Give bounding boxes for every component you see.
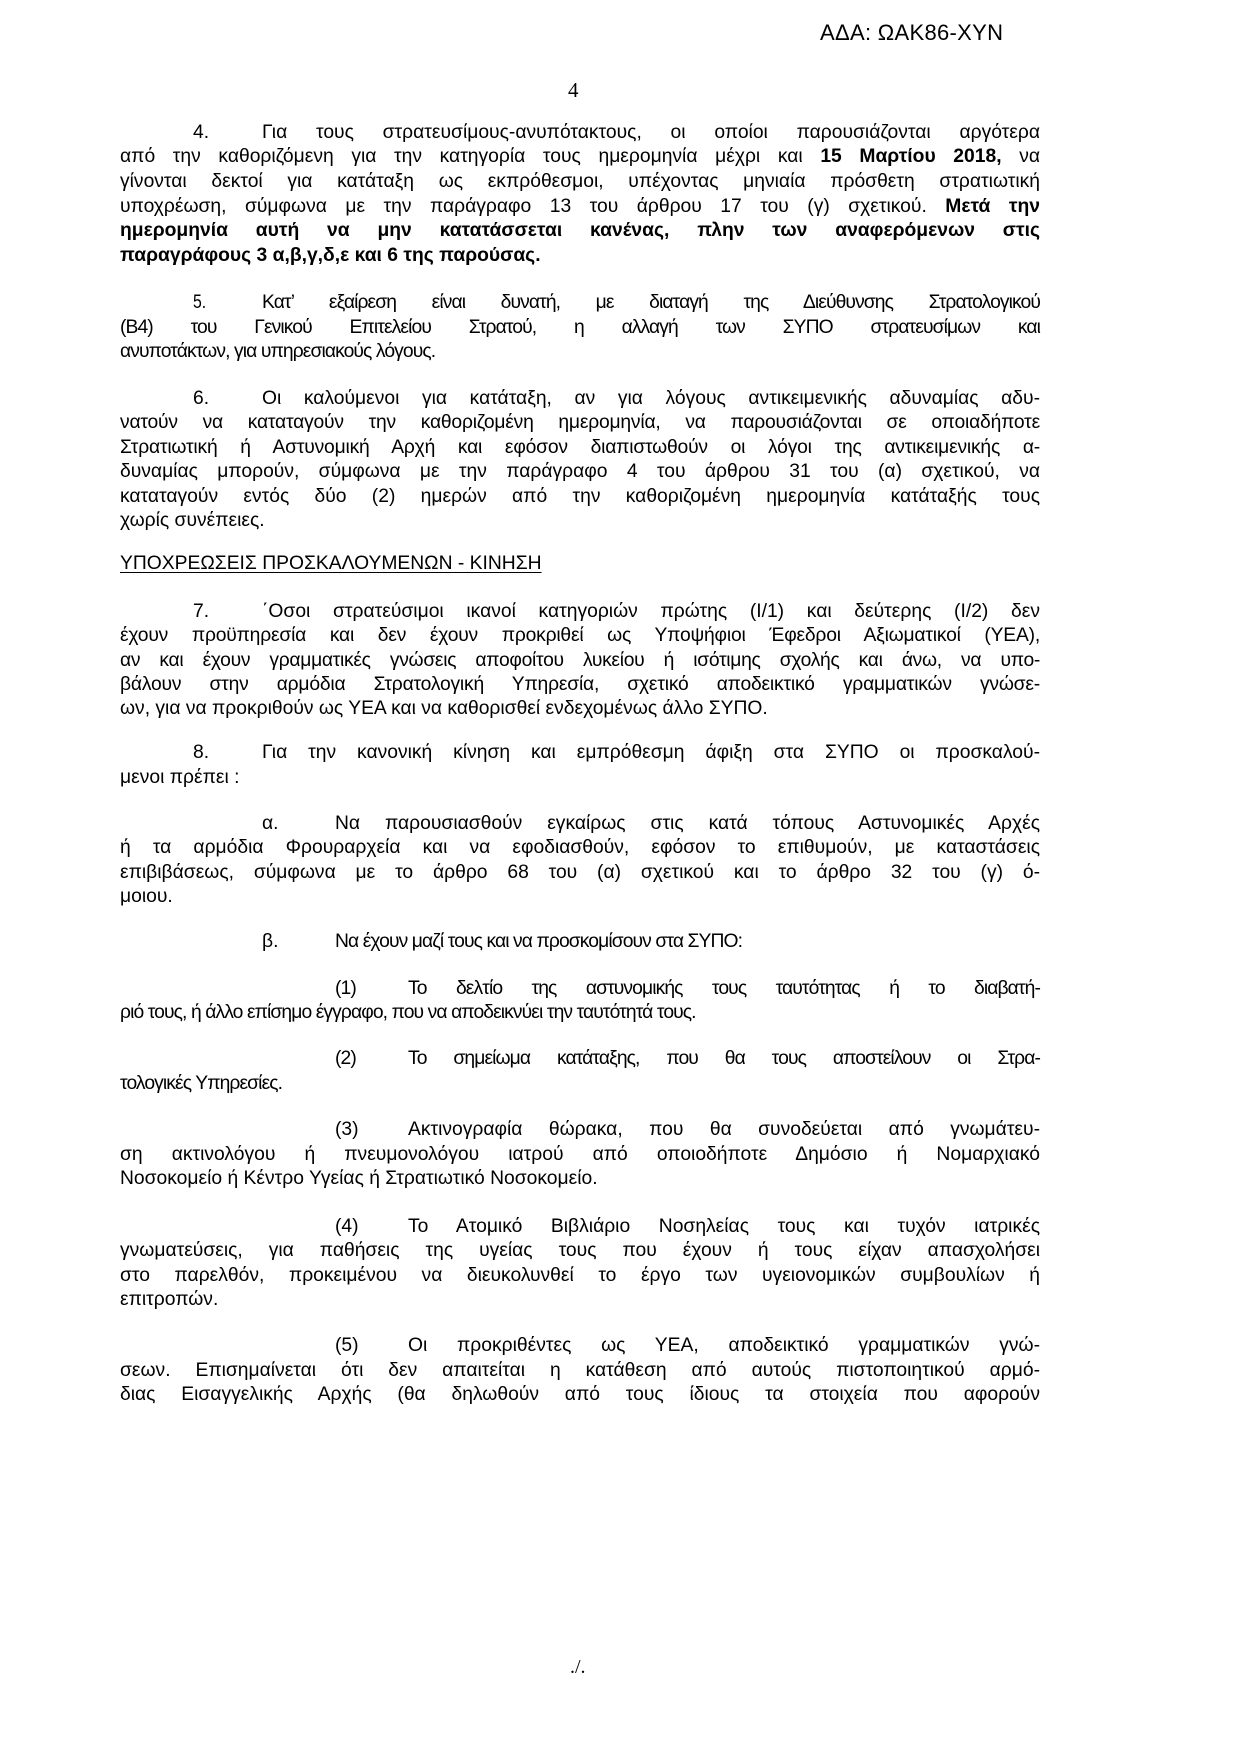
item-number: (4) [335, 1216, 359, 1237]
text-line: Ακτινογραφία θώρακα, που θα συνοδεύεται από γνωμάτευ- [408, 1119, 1040, 1140]
text-line: Στρατιωτική ή Αστυνομική Αρχή και εφόσον διαπιστωθούν οι λόγοι της αντικειμενικής α- [120, 437, 1040, 458]
text-line: ή τα αρμόδια Φρουραρχεία και να εφοδιασθούν, εφόσον το επιθυμούν, με καταστάσεις [120, 837, 1040, 858]
subparagraph-letter: β. [262, 931, 279, 952]
text-line: ριό τους, ή άλλο επίσημο έγγραφο, που να αποδεικνύει την ταυτότητά τους. [120, 1002, 696, 1023]
subparagraph-letter: α. [262, 813, 279, 834]
text-line: τολογικές Υπηρεσίες. [120, 1073, 283, 1094]
text-line [120, 145, 1040, 169]
bold-text: Μετά την [945, 196, 1040, 217]
text-line: γίνονται δεκτοί για κατάταξη ως εκπρόθεσμοι, υπέχοντας μηνιαία πρόσθετη στρατιωτική [120, 171, 1040, 192]
text-line: ΄Οσοι στρατεύσιμοι ικανοί κατηγοριών πρώτης (Ι/1) και δεύτερης (Ι/2) δεν [262, 601, 1040, 622]
bold-date: 15 Μαρτίου 2018, [820, 146, 1002, 167]
item-number: (1) [335, 978, 356, 999]
text-line: (Β4) του Γενικού Επιτελείου Στρατού, η αλλαγή των ΣΥΠΟ στρατευσίμων και [120, 317, 1040, 338]
text-line [120, 195, 1040, 219]
paragraph-number: 4. [193, 122, 210, 143]
text-line: Για τους στρατευσίμους-ανυπότακτους, οι οποίοι παρουσιάζονται αργότερα [262, 122, 1040, 143]
bold-text-line: ημερομηνία αυτή να μην κατατάσσεται κανένας, πλην των αναφερόμενων στις [120, 220, 1040, 241]
text-line: επιτροπών. [120, 1289, 219, 1310]
text-line: χωρίς συνέπειες. [120, 510, 265, 531]
text-line: διας Εισαγγελικής Αρχής (θα δηλωθούν από τους ίδιους τα στοιχεία που αφορούν [120, 1384, 1040, 1405]
paragraph-number: 7. [193, 601, 210, 622]
text-line: βάλουν στην αρμόδια Στρατολογική Υπηρεσία, σχετικό αποδεικτικό γραμματικών γνώσε- [120, 674, 1040, 695]
text-line: Νοσοκομείο ή Κέντρο Υγείας ή Στρατιωτικό Νοσοκομείο. [120, 1168, 598, 1189]
text-line: ων, για να προκριθούν ως ΥΕΑ και να καθορισθεί ενδεχομένως άλλο ΣΥΠΟ. [120, 698, 768, 719]
text-line: σεων. Επισημαίνεται ότι δεν απαιτείται η κατάθεση από αυτούς πιστοποιητικού αρμό- [120, 1360, 1040, 1381]
text-line: Να έχουν μαζί τους και να προσκομίσουν στα ΣΥΠΟ: [335, 931, 743, 952]
text-line: αν και έχουν γραμματικές γνώσεις αποφοίτου λυκείου ή ισότιμης σχολής και άνω, να υπο- [120, 650, 1040, 671]
text-line: μενοι πρέπει : [120, 767, 240, 788]
ada-identifier: ΑΔΑ: ΩΑΚ86-ΧΥΝ [820, 20, 1004, 45]
page-number: 4 [568, 78, 579, 102]
text-line: μοιου. [120, 886, 173, 907]
text-line: καταταγούν εντός δύο (2) ημερών από την καθοριζομένη ημερομηνία κατάταξής τους [120, 486, 1040, 507]
text-span: υποχρέωση, σύμφωνα με την παράγραφο 13 του άρθρου 17 του (γ) σχετικού. [120, 196, 946, 217]
paragraph-number: 8. [193, 742, 210, 763]
text-line: επιβιβάσεως, σύμφωνα με το άρθρο 68 του (α) σχετικού και το άρθρο 32 του (γ) ό- [120, 862, 1040, 883]
text-line: ση ακτινολόγου ή πνευμονολόγου ιατρού από οποιοδήποτε Δημόσιο ή Νομαρχιακό [120, 1144, 1040, 1165]
text-line: νατούν να καταταγούν την καθοριζομένη ημερομηνία, να παρουσιάζονται σε οποιαδήποτε [120, 412, 1040, 433]
text-line: ανυποτάκτων, για υπηρεσιακούς λόγους. [120, 341, 436, 362]
text-line: Για την κανονική κίνηση και εμπρόθεσμη άφιξη στα ΣΥΠΟ οι προσκαλού- [262, 742, 1040, 763]
text-line: γνωματεύσεις, για παθήσεις της υγείας τους που έχουν ή τους είχαν απασχολήσει [120, 1240, 1040, 1261]
text-line: Να παρουσιασθούν εγκαίρως στις κατά τόπους Αστυνομικές Αρχές [335, 813, 1040, 834]
text-line: έχουν προϋπηρεσία και δεν έχουν προκριθεί ως Υποψήφιοι Έφεδροι Αξιωματικοί (ΥΕΑ), [120, 625, 1040, 646]
paragraph-number: 5. [193, 292, 207, 313]
text-line: Το Ατομικό Βιβλιάριο Νοσηλείας τους και τυχόν ιατρικές [408, 1216, 1040, 1237]
paragraph-number: 6. [193, 388, 210, 409]
item-number: (3) [335, 1119, 359, 1140]
continuation-mark: ./. [570, 1656, 586, 1678]
text-line: στο παρελθόν, προκειμένου να διευκολυνθεί το έργο των υγειονομικών συμβουλίων ή [120, 1265, 1040, 1286]
text-line: Το σημείωμα κατάταξης, που θα τους αποστείλουν οι Στρα- [408, 1048, 1040, 1069]
text-line: Κατ’ εξαίρεση είναι δυνατή, με διαταγή της Διεύθυνσης Στρατολογικού [262, 292, 1040, 313]
text-line: Το δελτίο της αστυνομικής τους ταυτότητας ή το διαβατή- [408, 978, 1040, 999]
text-line: δυναμίας μπορούν, σύμφωνα με την παράγραφο 4 του άρθρου 31 του (α) σχετικού, να [120, 461, 1040, 482]
text-span: από την καθοριζόμενη για την κατηγορία τους ημερομηνία μέχρι και [120, 146, 821, 167]
text-span: να [1001, 146, 1040, 167]
text-line: Οι καλούμενοι για κατάταξη, αν για λόγους αντικειμενικής αδυναμίας αδυ- [262, 388, 1040, 409]
item-number: (5) [335, 1335, 359, 1356]
bold-text-line: παραγράφους 3 α,β,γ,δ,ε και 6 της παρούσας. [120, 245, 541, 266]
section-heading: ΥΠΟΧΡΕΩΣΕΙΣ ΠΡΟΣΚΑΛΟΥΜΕΝΩΝ - ΚΙΝΗΣΗ [120, 553, 542, 574]
text-line: Οι προκριθέντες ως ΥΕΑ, αποδεικτικό γραμματικών γνώ- [408, 1335, 1040, 1356]
item-number: (2) [335, 1048, 356, 1069]
